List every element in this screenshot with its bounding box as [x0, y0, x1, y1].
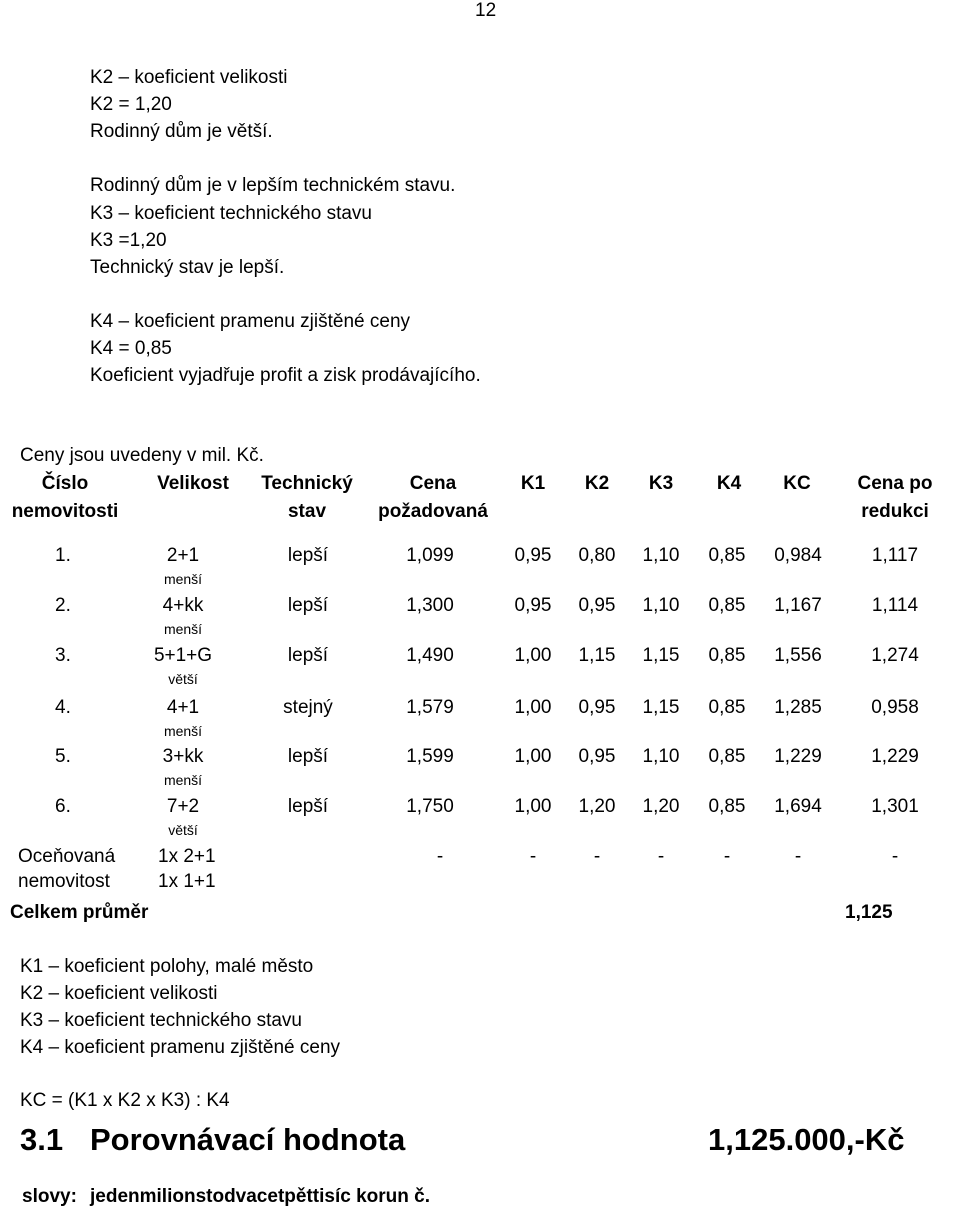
- cell-cena: 1,099: [406, 545, 454, 566]
- cell-velikost: 2+1: [166, 545, 200, 566]
- cell-k4: 0,85: [708, 595, 746, 616]
- cell-k3: 1,15: [642, 645, 680, 666]
- cell-cena: 1,750: [406, 796, 454, 817]
- header-k2: K2: [584, 473, 610, 494]
- cell-kc: 1,229: [774, 746, 822, 767]
- cell-size-note: větší: [168, 671, 198, 687]
- cell-k3: 1,20: [642, 796, 680, 817]
- legend-line: K1 – koeficient polohy, malé město: [20, 956, 314, 977]
- subject-dash: -: [723, 846, 731, 867]
- cell-k2: 0,95: [578, 595, 616, 616]
- intro-line: Technický stav je lepší.: [90, 257, 285, 278]
- subject-label: nemovitost: [18, 871, 110, 892]
- legend-line: K3 – koeficient technického stavu: [20, 1010, 303, 1031]
- cell-cena: 1,300: [406, 595, 454, 616]
- intro-line: K2 = 1,20: [90, 94, 172, 115]
- subject-dash: -: [593, 846, 601, 867]
- cell-stav: lepší: [287, 645, 329, 666]
- cell-size-note: menší: [163, 772, 203, 788]
- cell-cena: 1,599: [406, 746, 454, 767]
- intro-line: K2 – koeficient velikosti: [90, 67, 288, 88]
- cell-size-note: menší: [163, 723, 203, 739]
- cell-velikost: 5+1+G: [153, 645, 213, 666]
- subject-dash: -: [891, 846, 899, 867]
- cell-stav: lepší: [287, 545, 329, 566]
- formula: KC = (K1 x K2 x K3) : K4: [20, 1090, 230, 1111]
- intro-line: Rodinný dům je větší.: [90, 121, 273, 142]
- header-redukce: Cena po redukci: [857, 473, 933, 522]
- header-cislo: Číslo nemovitosti: [11, 473, 119, 522]
- cell-kc: 0,984: [774, 545, 822, 566]
- cell-redukce: 1,117: [871, 545, 919, 566]
- cell-cena: 1,579: [406, 697, 454, 718]
- cell-size-note: menší: [163, 571, 203, 587]
- cell-k3: 1,15: [642, 697, 680, 718]
- cell-k3: 1,10: [642, 746, 680, 767]
- cell-cena: 1,490: [406, 645, 454, 666]
- cell-num: 1.: [55, 545, 71, 566]
- cell-num: 6.: [55, 796, 71, 817]
- header-cena: Cena požadovaná: [378, 473, 488, 522]
- cell-kc: 1,694: [774, 796, 822, 817]
- section-value: 1,125.000,-Kč: [708, 1122, 905, 1157]
- cell-k2: 1,15: [578, 645, 616, 666]
- header-kc: KC: [783, 473, 811, 494]
- cell-redukce: 1,229: [871, 746, 919, 767]
- cell-k4: 0,85: [708, 697, 746, 718]
- cell-num: 4.: [55, 697, 71, 718]
- cell-k4: 0,85: [708, 545, 746, 566]
- cell-size-note: menší: [163, 621, 203, 637]
- cell-k1: 1,00: [514, 645, 552, 666]
- cell-k1: 1,00: [514, 746, 552, 767]
- legend-line: K2 – koeficient velikosti: [20, 983, 218, 1004]
- subject-label: Oceňovaná: [18, 846, 116, 867]
- header-k4: K4: [716, 473, 742, 494]
- cell-stav: lepší: [287, 796, 329, 817]
- cell-k4: 0,85: [708, 796, 746, 817]
- intro-line: Koeficient vyjadřuje profit a zisk prodávajícího.: [90, 365, 481, 386]
- cell-velikost: 7+2: [166, 796, 200, 817]
- subject-dash: -: [794, 846, 802, 867]
- cell-stav: lepší: [287, 595, 329, 616]
- cell-num: 3.: [55, 645, 71, 666]
- total-value: 1,125: [845, 902, 893, 923]
- cell-redukce: 1,301: [871, 796, 919, 817]
- header-k3: K3: [648, 473, 674, 494]
- cell-k2: 1,20: [578, 796, 616, 817]
- legend-line: K4 – koeficient pramenu zjištěné ceny: [20, 1037, 341, 1058]
- cell-velikost: 4+kk: [162, 595, 204, 616]
- cell-velikost: 3+kk: [162, 746, 204, 767]
- cell-k1: 1,00: [514, 697, 552, 718]
- cell-k4: 0,85: [708, 746, 746, 767]
- intro-line: K4 – koeficient pramenu zjištěné ceny: [90, 311, 411, 332]
- intro-line: Rodinný dům je v lepším technickém stavu.: [90, 175, 456, 196]
- cell-stav: stejný: [283, 697, 333, 718]
- subject-dash: -: [657, 846, 665, 867]
- cell-kc: 1,556: [774, 645, 822, 666]
- cell-redukce: 1,114: [871, 595, 919, 616]
- section-title: Porovnávací hodnota: [90, 1122, 406, 1157]
- subject-size: 1x 1+1: [158, 871, 216, 892]
- cell-velikost: 4+1: [166, 697, 200, 718]
- subject-size: 1x 2+1: [158, 846, 216, 867]
- cell-redukce: 1,274: [871, 645, 919, 666]
- intro-line: K4 = 0,85: [90, 338, 172, 359]
- units-note: Ceny jsou uvedeny v mil. Kč.: [20, 445, 264, 466]
- cell-stav: lepší: [287, 746, 329, 767]
- words-text: jedenmilionstodvacetpěttisíc korun č.: [90, 1186, 430, 1207]
- cell-k4: 0,85: [708, 645, 746, 666]
- cell-k1: 0,95: [514, 545, 552, 566]
- cell-num: 2.: [55, 595, 71, 616]
- section-number: 3.1: [20, 1122, 64, 1157]
- cell-num: 5.: [55, 746, 71, 767]
- intro-line: K3 – koeficient technického stavu: [90, 203, 373, 224]
- cell-k2: 0,95: [578, 697, 616, 718]
- cell-k1: 1,00: [514, 796, 552, 817]
- subject-dash: -: [529, 846, 537, 867]
- intro-line: K3 =1,20: [90, 230, 167, 251]
- cell-kc: 1,285: [774, 697, 822, 718]
- header-velikost: Velikost: [157, 473, 229, 494]
- total-label: Celkem průměr: [10, 902, 149, 923]
- cell-k1: 0,95: [514, 595, 552, 616]
- words-label: slovy:: [22, 1186, 77, 1207]
- cell-k2: 0,80: [578, 545, 616, 566]
- subject-dash: -: [436, 846, 444, 867]
- cell-k3: 1,10: [642, 595, 680, 616]
- header-k1: K1: [520, 473, 546, 494]
- header-stav: Technický stav: [261, 473, 353, 522]
- cell-kc: 1,167: [774, 595, 822, 616]
- page-number: 12: [475, 0, 497, 21]
- cell-k3: 1,10: [642, 545, 680, 566]
- cell-size-note: větší: [168, 822, 198, 838]
- cell-k2: 0,95: [578, 746, 616, 767]
- cell-redukce: 0,958: [871, 697, 919, 718]
